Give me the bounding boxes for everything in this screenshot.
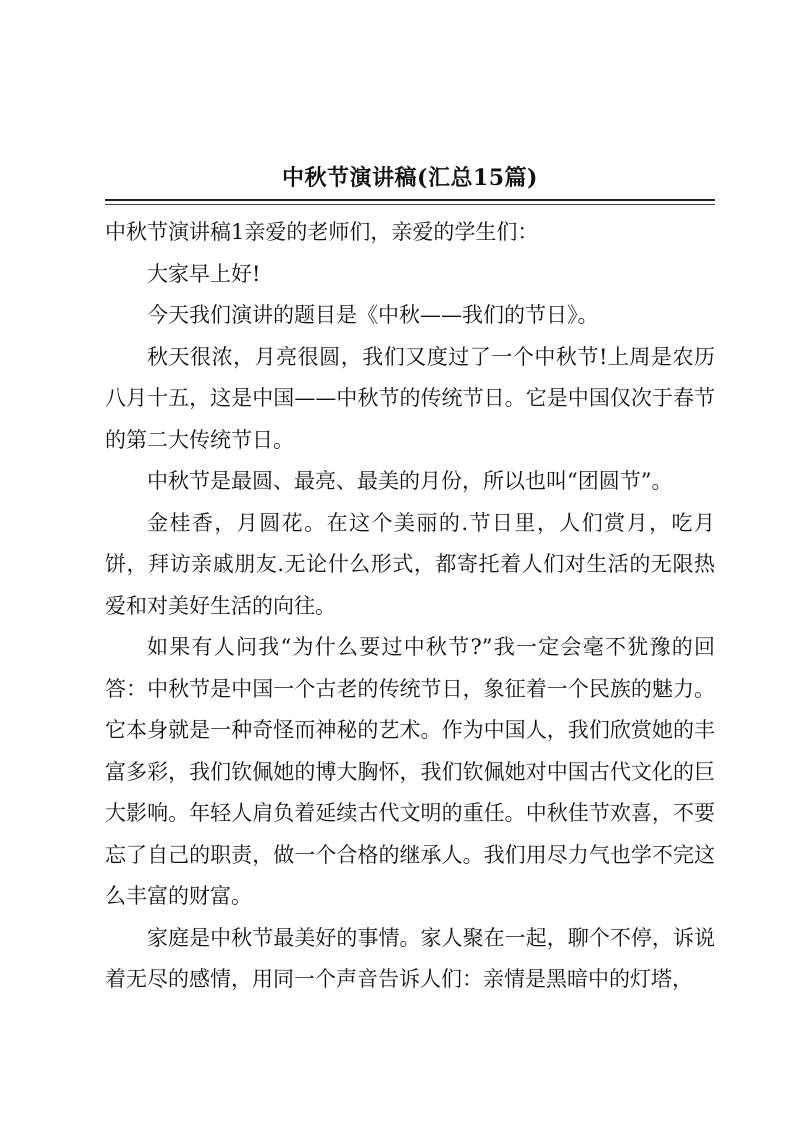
paragraph-topic: 今天我们演讲的题目是《中秋——我们的节日》。: [147, 303, 599, 327]
paragraph-reunion: 中秋节是最圆、最亮、最美的月份，所以也叫“团圆节”。: [147, 469, 673, 493]
paragraph-family: 家庭是中秋节最美好的事情。家人聚在一起，聊个不停，诉说着无尽的感情，用同一个声音告诉人们：亲情是黑暗中的灯塔，: [105, 925, 715, 991]
paragraph-customs: 金桂香，月圆花。在这个美丽的.节日里，人们赏月，吃月饼，拜访亲戚朋友.无论什么形式，都寄托着人们对生活的无限热爱和对美好生活的向往。: [105, 510, 715, 618]
title-divider-thick: [105, 199, 715, 201]
title-divider-thin: [105, 204, 715, 205]
document-title: 中秋节演讲稿(汇总15篇): [282, 165, 538, 191]
paragraph-greeting: 大家早上好!: [147, 261, 261, 286]
document-body: [105, 212, 715, 1001]
paragraph-opening: 中秋节演讲稿1亲爱的老师们，亲爱的学生们：: [105, 220, 539, 244]
paragraph-why: 如果有人问我“为什么要过中秋节?”我一定会毫不犹豫的回答：中秋节是中国一个古老的传统节日，象征着一个民族的魅力。它本身就是一种奇怪而神秘的艺术。作为中国人，我们欣赏她的丰富多彩，我们钦佩她的博大胸怀，我们钦佩她对中国古代文化的巨大影响。年轻人肩负着延续古代文明的重任。中秋佳节欢喜，不要忘了自己的职责，做一个合格的继承人。我们用尽力气也学不完这么丰富的财富。: [105, 635, 715, 908]
paragraph-autumn: 秋天很浓，月亮很圆，我们又度过了一个中秋节!上周是农历八月十五，这是中国——中秋节的传统节日。它是中国仅次于春节的第二大传统节日。: [105, 344, 715, 452]
